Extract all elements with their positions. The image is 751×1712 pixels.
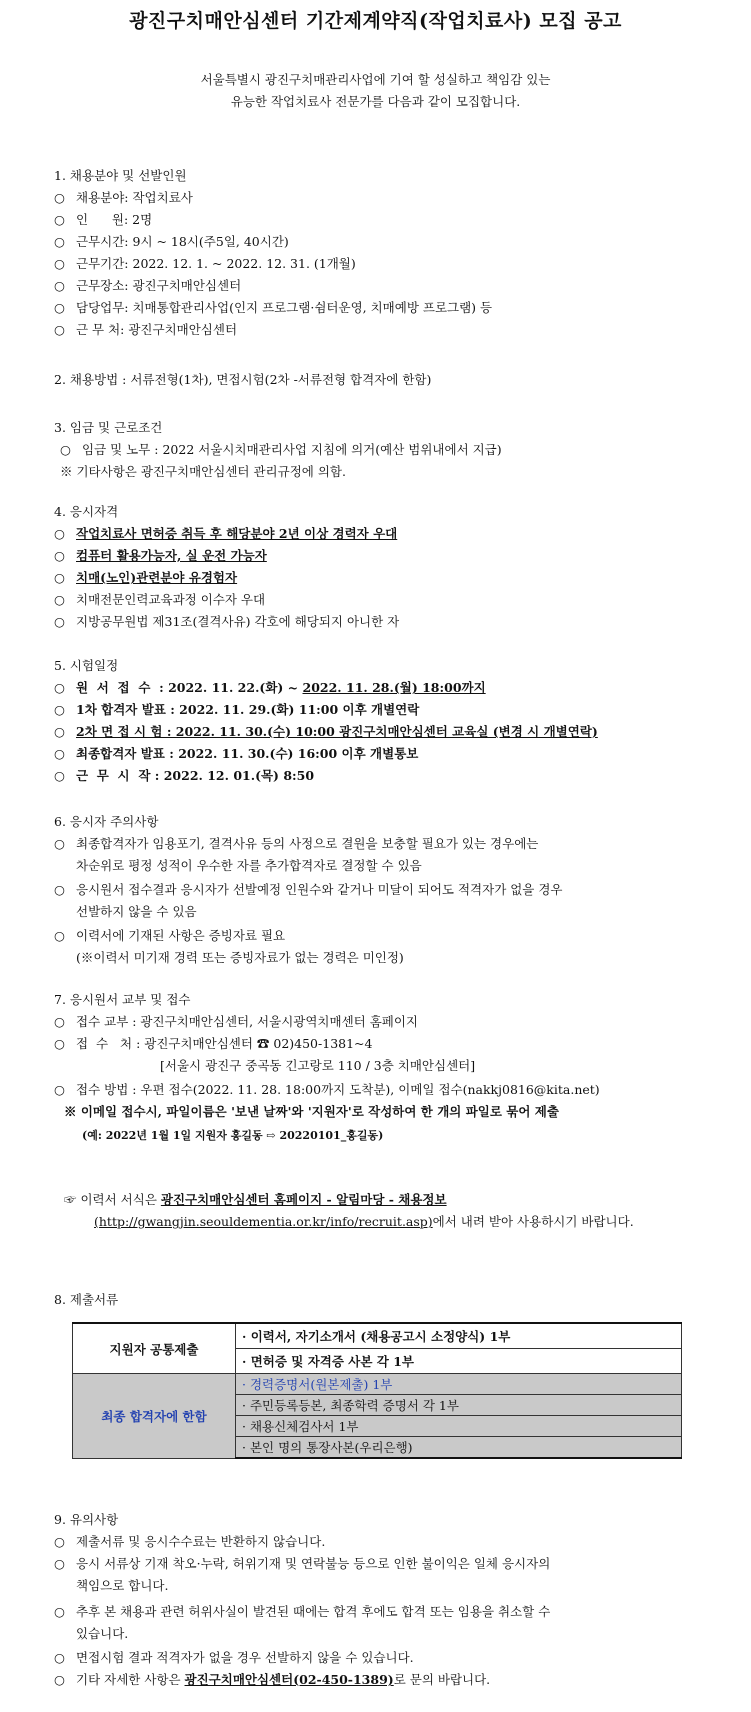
table-row (73, 1374, 682, 1395)
bullet-icon: ○ (54, 1534, 65, 1549)
form-download-line: ☞ 이력서 서식은 광진구치매안심센터 홈페이지 - 알림마당 - 채용정보 (64, 1192, 447, 1207)
bullet-icon: ○ (54, 1082, 65, 1097)
caution-item-cont: (※이력서 미기재 경력 또는 증빙자료가 없는 경력은 미인정) (76, 950, 404, 965)
table-row (73, 1323, 682, 1349)
bullet-icon: ○ (54, 322, 65, 337)
bullet-icon: ○ (54, 1650, 65, 1665)
schedule-item: ○ 근 무 시 작 : 2022. 12. 01.(목) 8:50 (54, 768, 315, 783)
section-7-heading: 7. 응시원서 교부 및 접수 (54, 992, 191, 1007)
section-2-heading: 2. 채용방법 : 서류전형(1차), 면접시험(2차 -서류전형 합격자에 한함) (54, 372, 432, 387)
document-item: · 본인 명의 통장사본(우리은행) (236, 1437, 682, 1459)
section-6-heading: 6. 응시자 주의사항 (54, 814, 159, 829)
bullet-icon: ○ (54, 570, 65, 585)
section-8-heading: 8. 제출서류 (54, 1292, 119, 1307)
form-url-line: (http://gwangjin.seouldementia.or.kr/info/recruit.asp)에서 내려 받아 사용하시기 바랍니다. (94, 1214, 634, 1229)
document-item: · 채용신체검사서 1부 (236, 1416, 682, 1437)
bullet-icon: ○ (54, 724, 65, 739)
bullet-icon: ○ (54, 614, 65, 629)
caution-item-cont: 선발하지 않을 수 있음 (76, 904, 197, 919)
form-url-link[interactable]: (http://gwangjin.seouldementia.or.kr/info/recruit.asp) (94, 1214, 433, 1229)
document-item: · 주민등록등본, 최종학력 증명서 각 1부 (236, 1395, 682, 1416)
address-line: [서울시 광진구 중곡동 긴고랑로 110 / 3층 치매안심센터] (160, 1058, 476, 1073)
section-3-heading: 3. 임금 및 근로조건 (54, 420, 163, 435)
intro-line-1: 서울특별시 광진구치매관리사업에 기여 할 성실하고 책임감 있는 (200, 72, 551, 87)
notice-item: ○ 응시 서류상 기재 착오·누락, 허위기재 및 연락불능 등으로 인한 불이익은 일체 응시자의 (54, 1556, 551, 1571)
schedule-item: ○ 원 서 접 수 : 2022. 11. 22.(화) ~ 2022. 11. 28.(월) 18:00까지 (54, 680, 486, 695)
caution-item: ○ 응시원서 접수결과 응시자가 선발예정 인원수와 같거나 미달이 되어도 적격자가 없을 경우 (54, 882, 563, 897)
bullet-icon: ○ (54, 680, 65, 695)
section-3-item: ○ 임금 및 노무 : 2022 서울시치매관리사업 지침에 의거(예산 범위내에서 지급) (60, 442, 502, 457)
qualification-item: ○ 지방공무원법 제31조(결격사유) 각호에 해당되지 아니한 자 (54, 614, 400, 629)
section-1-item: ○ 인 원: 2명 (54, 212, 153, 227)
section-1-item: ○ 근무시간: 9시 ~ 18시(주5일, 40시간) (54, 234, 289, 249)
application-item: ○ 접수 교부 : 광진구치매안심센터, 서울시광역치매센터 홈페이지 (54, 1014, 419, 1029)
schedule-item: ○ 최종합격자 발표 : 2022. 11. 30.(수) 16:00 이후 개별통보 (54, 746, 419, 761)
section-1-item: ○ 근무장소: 광진구치매안심센터 (54, 278, 242, 293)
bullet-icon: ○ (54, 548, 65, 563)
document-item: · 경력증명서(원본제출) 1부 (236, 1374, 682, 1395)
email-note: ※ 이메일 접수시, 파일이름은 '보낸 날짜'와 '지원자'로 작성하여 한 개의 파일로 묶어 제출 (64, 1104, 559, 1119)
notice-item: ○ 제출서류 및 응시수수료는 반환하지 않습니다. (54, 1534, 326, 1549)
section-4-heading: 4. 응시자격 (54, 504, 119, 519)
documents-table (72, 1322, 682, 1459)
bullet-icon: ○ (54, 278, 65, 293)
notice-item: ○ 추후 본 채용과 관련 허위사실이 발견된 때에는 합격 후에도 합격 또는 임용을 취소할 수 (54, 1604, 551, 1619)
bullet-icon: ○ (54, 256, 65, 271)
page-title: 광진구치매안심센터 기간제계약직(작업치료사) 모집 공고 (129, 10, 622, 32)
bullet-icon: ○ (54, 1604, 65, 1619)
caution-item: ○ 최종합격자가 임용포기, 결격사유 등의 사정으로 결원을 보충할 필요가 있는 경우에는 (54, 836, 539, 851)
qualification-item: ○ 컴퓨터 활용가능자, 실 운전 가능자 (54, 548, 267, 563)
group-final-label: 최종 합격자에 한함 (73, 1374, 236, 1459)
section-1-item: ○ 담당업무: 치매통합관리사업(인지 프로그램·쉼터운영, 치매예방 프로그램) 등 (54, 300, 493, 315)
bullet-icon: ○ (54, 702, 65, 717)
application-item: ○ 접수 방법 : 우편 접수(2022. 11. 28. 18:00까지 도착분), 이메일 접수(nakkj0816@kita.net) (54, 1082, 600, 1097)
bullet-icon: ○ (54, 746, 65, 761)
group-common-label: 지원자 공통제출 (73, 1323, 236, 1374)
caution-item: ○ 이력서에 기재된 사항은 증빙자료 필요 (54, 928, 286, 943)
bullet-icon: ○ (54, 768, 65, 783)
document-item: · 이력서, 자기소개서 (채용공고시 소정양식) 1부 (236, 1323, 682, 1349)
form-download-link[interactable]: 광진구치매안심센터 홈페이지 - 알림마당 - 채용정보 (160, 1192, 447, 1207)
section-1-item: ○ 근 무 처: 광진구치매안심센터 (54, 322, 238, 337)
bullet-icon: ○ (54, 190, 65, 205)
bullet-icon: ○ (60, 442, 71, 457)
section-1-heading: 1. 채용분야 및 선발인원 (54, 168, 187, 183)
section-1-item: ○ 근무기간: 2022. 12. 1. ~ 2022. 12. 31. (1개월) (54, 256, 356, 271)
bullet-icon: ○ (54, 212, 65, 227)
bullet-icon: ○ (54, 592, 65, 607)
qualification-item: ○ 치매전문인력교육과정 이수자 우대 (54, 592, 266, 607)
email-example: (예: 2022년 1월 1일 지원자 홍길동 ⇨ 20220101_홍길동) (82, 1129, 384, 1142)
bullet-icon: ○ (54, 1672, 65, 1687)
schedule-item: ○ 2차 면 접 시 험 : 2022. 11. 30.(수) 10:00 광진구치매안심센터 교육실 (변경 시 개별연락) (54, 724, 598, 739)
section-9-heading: 9. 유의사항 (54, 1512, 119, 1527)
section-5-heading: 5. 시험일정 (54, 658, 119, 673)
notice-item: ○ 면접시험 결과 적격자가 없을 경우 선발하지 않을 수 있습니다. (54, 1650, 414, 1665)
bullet-icon: ○ (54, 234, 65, 249)
caution-item-cont: 차순위로 평정 성적이 우수한 자를 추가합격자로 결정할 수 있음 (76, 858, 422, 873)
bullet-icon: ○ (54, 300, 65, 315)
bullet-icon: ○ (54, 836, 65, 851)
intro-line-2: 유능한 작업치료사 전문가를 다음과 같이 모집합니다. (230, 94, 521, 109)
bullet-icon: ○ (54, 1556, 65, 1571)
bullet-icon: ○ (54, 928, 65, 943)
document-item: · 면허증 및 자격증 사본 각 1부 (236, 1349, 682, 1374)
qualification-item: ○ 작업치료사 면허증 취득 후 해당분야 2년 이상 경력자 우대 (54, 526, 398, 541)
contact-link: 광진구치매안심센터(02-450-1389) (184, 1672, 394, 1687)
bullet-icon: ○ (54, 526, 65, 541)
application-item: ○ 접 수 처 : 광진구치매안심센터 ☎ 02)450-1381~4 (54, 1036, 373, 1051)
notice-item-cont: 책임으로 합니다. (76, 1578, 169, 1593)
section-3-note: ※ 기타사항은 광진구치매안심센터 관리규정에 의함. (60, 464, 346, 479)
notice-item: ○ 기타 자세한 사항은 광진구치매안심센터(02-450-1389)로 문의 바랍니다. (54, 1672, 491, 1687)
notice-item-cont: 있습니다. (76, 1626, 129, 1641)
qualification-item: ○ 치매(노인)관련분야 유경험자 (54, 570, 238, 585)
schedule-item: ○ 1차 합격자 발표 : 2022. 11. 29.(화) 11:00 이후 개별연락 (54, 702, 420, 717)
section-1-item: ○ 채용분야: 작업치료사 (54, 190, 193, 205)
bullet-icon: ○ (54, 1036, 65, 1051)
bullet-icon: ○ (54, 882, 65, 897)
bullet-icon: ○ (54, 1014, 65, 1029)
